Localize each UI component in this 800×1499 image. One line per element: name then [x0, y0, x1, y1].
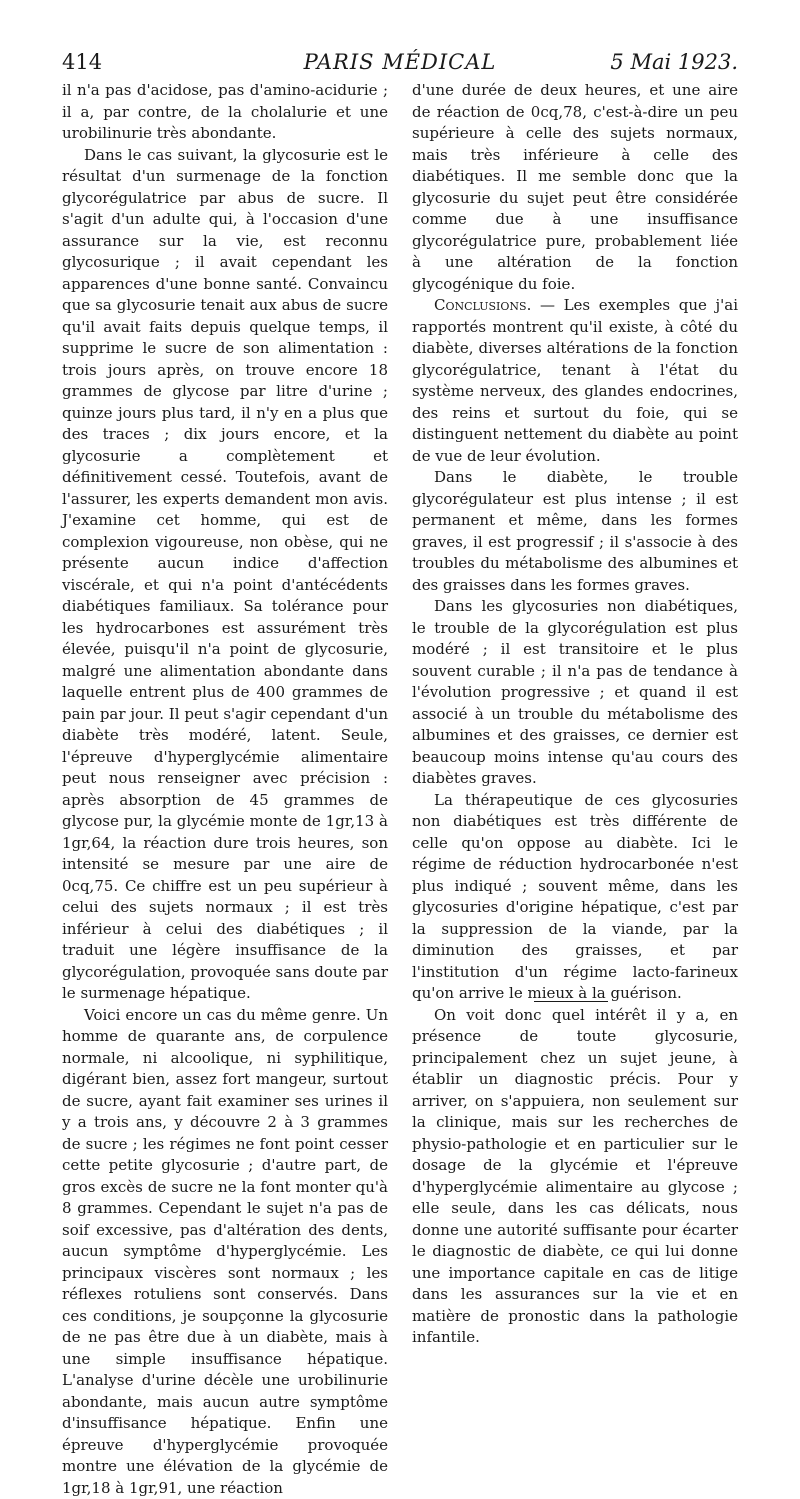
- conclusions-paragraph: [412, 295, 738, 467]
- paragraph: La thérapeutique de ces glycosuries non diabétiques est très différente de celle qu'on oppose au diabète. Ici le régime de réduction hydrocarbonée n'est plus indiqué ; souvent même, dans les glycosuries d'origine hépatique, c'est par la suppression de la viande, par la diminution des graisses, et par l'institution d'un régime lacto-farineux qu'on arrive le mieux à la guérison.: [412, 790, 738, 1005]
- paragraph: Dans le cas suivant, la glycosurie est le résultat d'un surmenage de la fonction glycorégulatrice par abus de sucre. Il s'agit d'un adulte qui, à l'occasion d'une assurance sur la vie, est reconnu glycosurique ; il avait cependant les apparences d'une bonne santé. Convaincu que sa glycosurie tenait aux abus de sucre qu'il avait faits depuis quelque temps, il supprime le sucre de son alimentation : trois jours après, on trouve encore 18 grammes de glycose par litre d'urine ; quinze jours plus tard, il n'y en a plus que des traces ; dix jours encore, et la glycosurie a complètement et définitivement cessé. Toutefois, avant de l'assurer, les experts demandent mon avis. J'examine cet homme, qui est de complexion vigoureuse, non obèse, qui ne présente aucun indice d'affection viscérale, et qui n'a point d'antécédents diabétiques familiaux. Sa tolérance pour les hydrocarbones est assurément très élevée, puisqu'il n'a point de glycosurie, malgré une alimentation abondante dans laquelle entrent plus de 400 grammes de pain par jour. Il peut s'agir cependant d'un diabète très modéré, latent. Seule, l'épreuve d'hyperglycémie alimentaire peut nous renseigner avec précision : après absorption de 45 grammes de glycose pur, la glycémie monte de 1gr,13 à 1gr,64, la réaction dure trois heures, son intensité se mesure par une aire de 0cq,75. Ce chiffre est un peu supérieur à celui des sujets normaux ; il est très inférieur à celui des diabétiques ; il traduit une légère insuffisance de la glycorégulation, provoquée sans doute par le surmenage hépatique.: [62, 145, 388, 1005]
- journal-title: PARIS MÉDICAL: [62, 50, 738, 74]
- end-rule: [534, 1001, 608, 1002]
- right-column: [412, 80, 738, 1349]
- issue-date: 5 Mai 1923.: [610, 50, 738, 74]
- paragraph: il n'a pas d'acidose, pas d'amino-acidurie ; il a, par contre, de la cholalurie et une urobilinurie très abondante.: [62, 80, 388, 145]
- left-column: [62, 80, 388, 1499]
- page-header: [62, 50, 738, 76]
- conclusions-heading: Conclusions. —: [434, 296, 564, 314]
- paragraph: Dans les glycosuries non diabétiques, le trouble de la glycorégulation est plus modéré ; il est transitoire et le plus souvent curable ; il n'a pas de tendance à l'évolution progressive ; et quand il est associé à un trouble du métabolisme des albumines et des graisses, ce dernier est beaucoup moins intense qu'au cours des diabètes graves.: [412, 596, 738, 790]
- paragraph: On voit donc quel intérêt il y a, en présence de toute glycosurie, principalement chez un sujet jeune, à établir un diagnostic précis. Pour y arriver, on s'appuiera, non seulement sur la clinique, mais sur les recherches de physio-pathologie et en particulier sur le dosage de la glycémie et l'épreuve d'hyperglycémie alimentaire au glycose ; elle seule, dans les cas délicats, nous donne une autorité suffisante pour écarter le diagnostic de diabète, ce qui lui donne une importance capitale en cas de litige dans les assurances sur la vie et en matière de pronostic dans la pathologie infantile.: [412, 1005, 738, 1349]
- conclusions-text: Les exemples que j'ai rapportés montrent qu'il existe, à côté du diabète, diverses altérations de la fonction glycorégulatrice, tenant à l'état du système nerveux, des glandes endocrines, des reins et surtout du foie, qui se distinguent nettement du diabète au point de vue de leur évolution.: [412, 296, 738, 465]
- page-number: 414: [62, 50, 102, 74]
- paragraph: d'une durée de deux heures, et une aire de réaction de 0cq,78, c'est-à-dire un peu supérieure à celle des sujets normaux, mais très inférieure à celle des diabétiques. Il me semble donc que la glycosurie du sujet peut être considérée comme due à une insuffisance glycorégulatrice pure, probablement liée à une altération de la fonction glycogénique du foie.: [412, 80, 738, 295]
- paragraph: Dans le diabète, le trouble glycorégulateur est plus intense ; il est permanent et même, dans les formes graves, il est progressif ; il s'associe à des troubles du métabolisme des albumines et des graisses dans les formes graves.: [412, 467, 738, 596]
- paragraph: Voici encore un cas du même genre. Un homme de quarante ans, de corpulence normale, ni alcoolique, ni syphilitique, digérant bien, assez fort mangeur, surtout de sucre, ayant fait examiner ses urines il y a trois ans, y découvre 2 à 3 grammes de sucre ; les régimes ne font point cesser cette petite glycosurie ; d'autre part, de gros excès de sucre ne la font monter qu'à 8 grammes. Cependant le sujet n'a pas de soif excessive, pas d'altération des dents, aucun symptôme d'hyperglycémie. Les principaux viscères sont normaux ; les réflexes rotuliens sont conservés. Dans ces conditions, je soupçonne la glycosurie de ne pas être due à un diabète, mais à une simple insuffisance hépatique. L'analyse d'urine décèle une urobilinurie abondante, mais aucun autre symptôme d'insuffisance hépatique. Enfin une épreuve d'hyperglycémie provoquée montre une élévation de la glycémie de 1gr,18 à 1gr,91, une réaction: [62, 1005, 388, 1499]
